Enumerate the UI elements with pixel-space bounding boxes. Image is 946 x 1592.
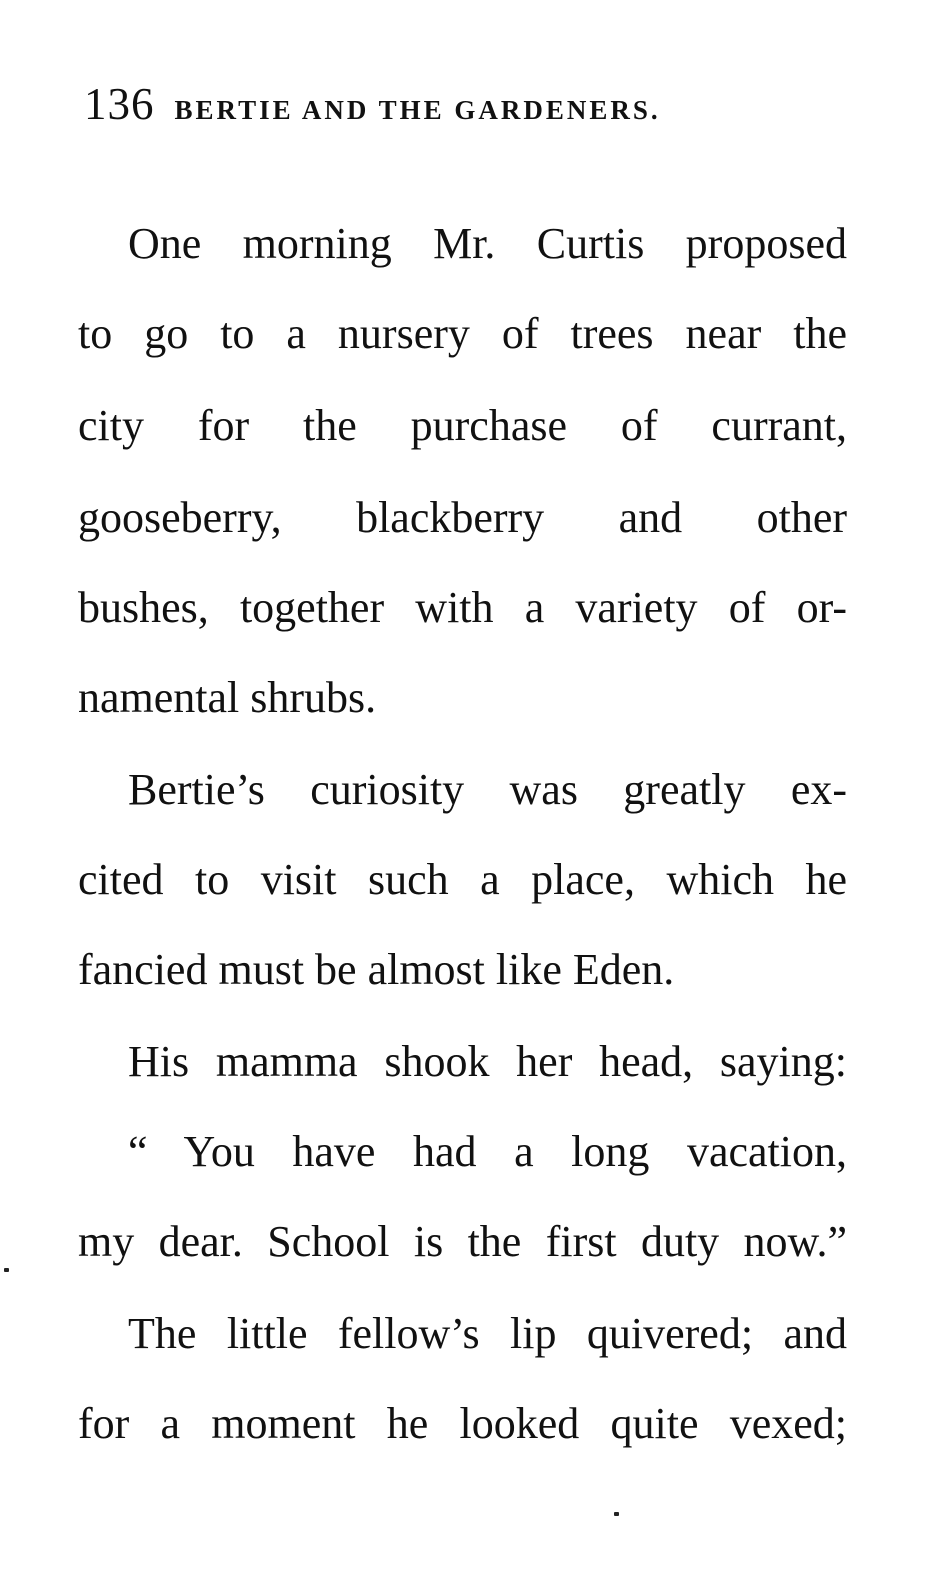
text-line: namental shrubs. [78, 673, 377, 722]
scan-speck [614, 1512, 619, 1516]
text-line: Bertie’s curiosity was greatly ex- [128, 765, 847, 814]
text-line: to go to a nursery of trees near the [78, 309, 847, 358]
scan-speck [4, 1268, 9, 1272]
text-line: cited to visit such a place, which he [78, 855, 847, 904]
text-line: city for the purchase of currant, [78, 401, 847, 450]
page-number: 136 [84, 79, 155, 129]
text-line: for a moment he looked quite vexed; [78, 1399, 847, 1448]
text-line: my dear. School is the first duty now.” [78, 1217, 847, 1266]
text-line: One morning Mr. Curtis proposed [128, 219, 847, 268]
running-head [84, 78, 864, 138]
text-line: gooseberry, blackberry and other [78, 493, 847, 542]
running-title: BERTIE AND THE GARDENERS. [174, 95, 661, 125]
text-line: The little fellow’s lip quivered; and [128, 1309, 847, 1358]
text-line: “ You have had a long vacation, [128, 1127, 847, 1176]
text-line: fancied must be almost like Eden. [78, 945, 675, 994]
text-line: His mamma shook her head, saying: [128, 1037, 847, 1086]
text-line: bushes, together with a variety of or- [78, 583, 847, 632]
